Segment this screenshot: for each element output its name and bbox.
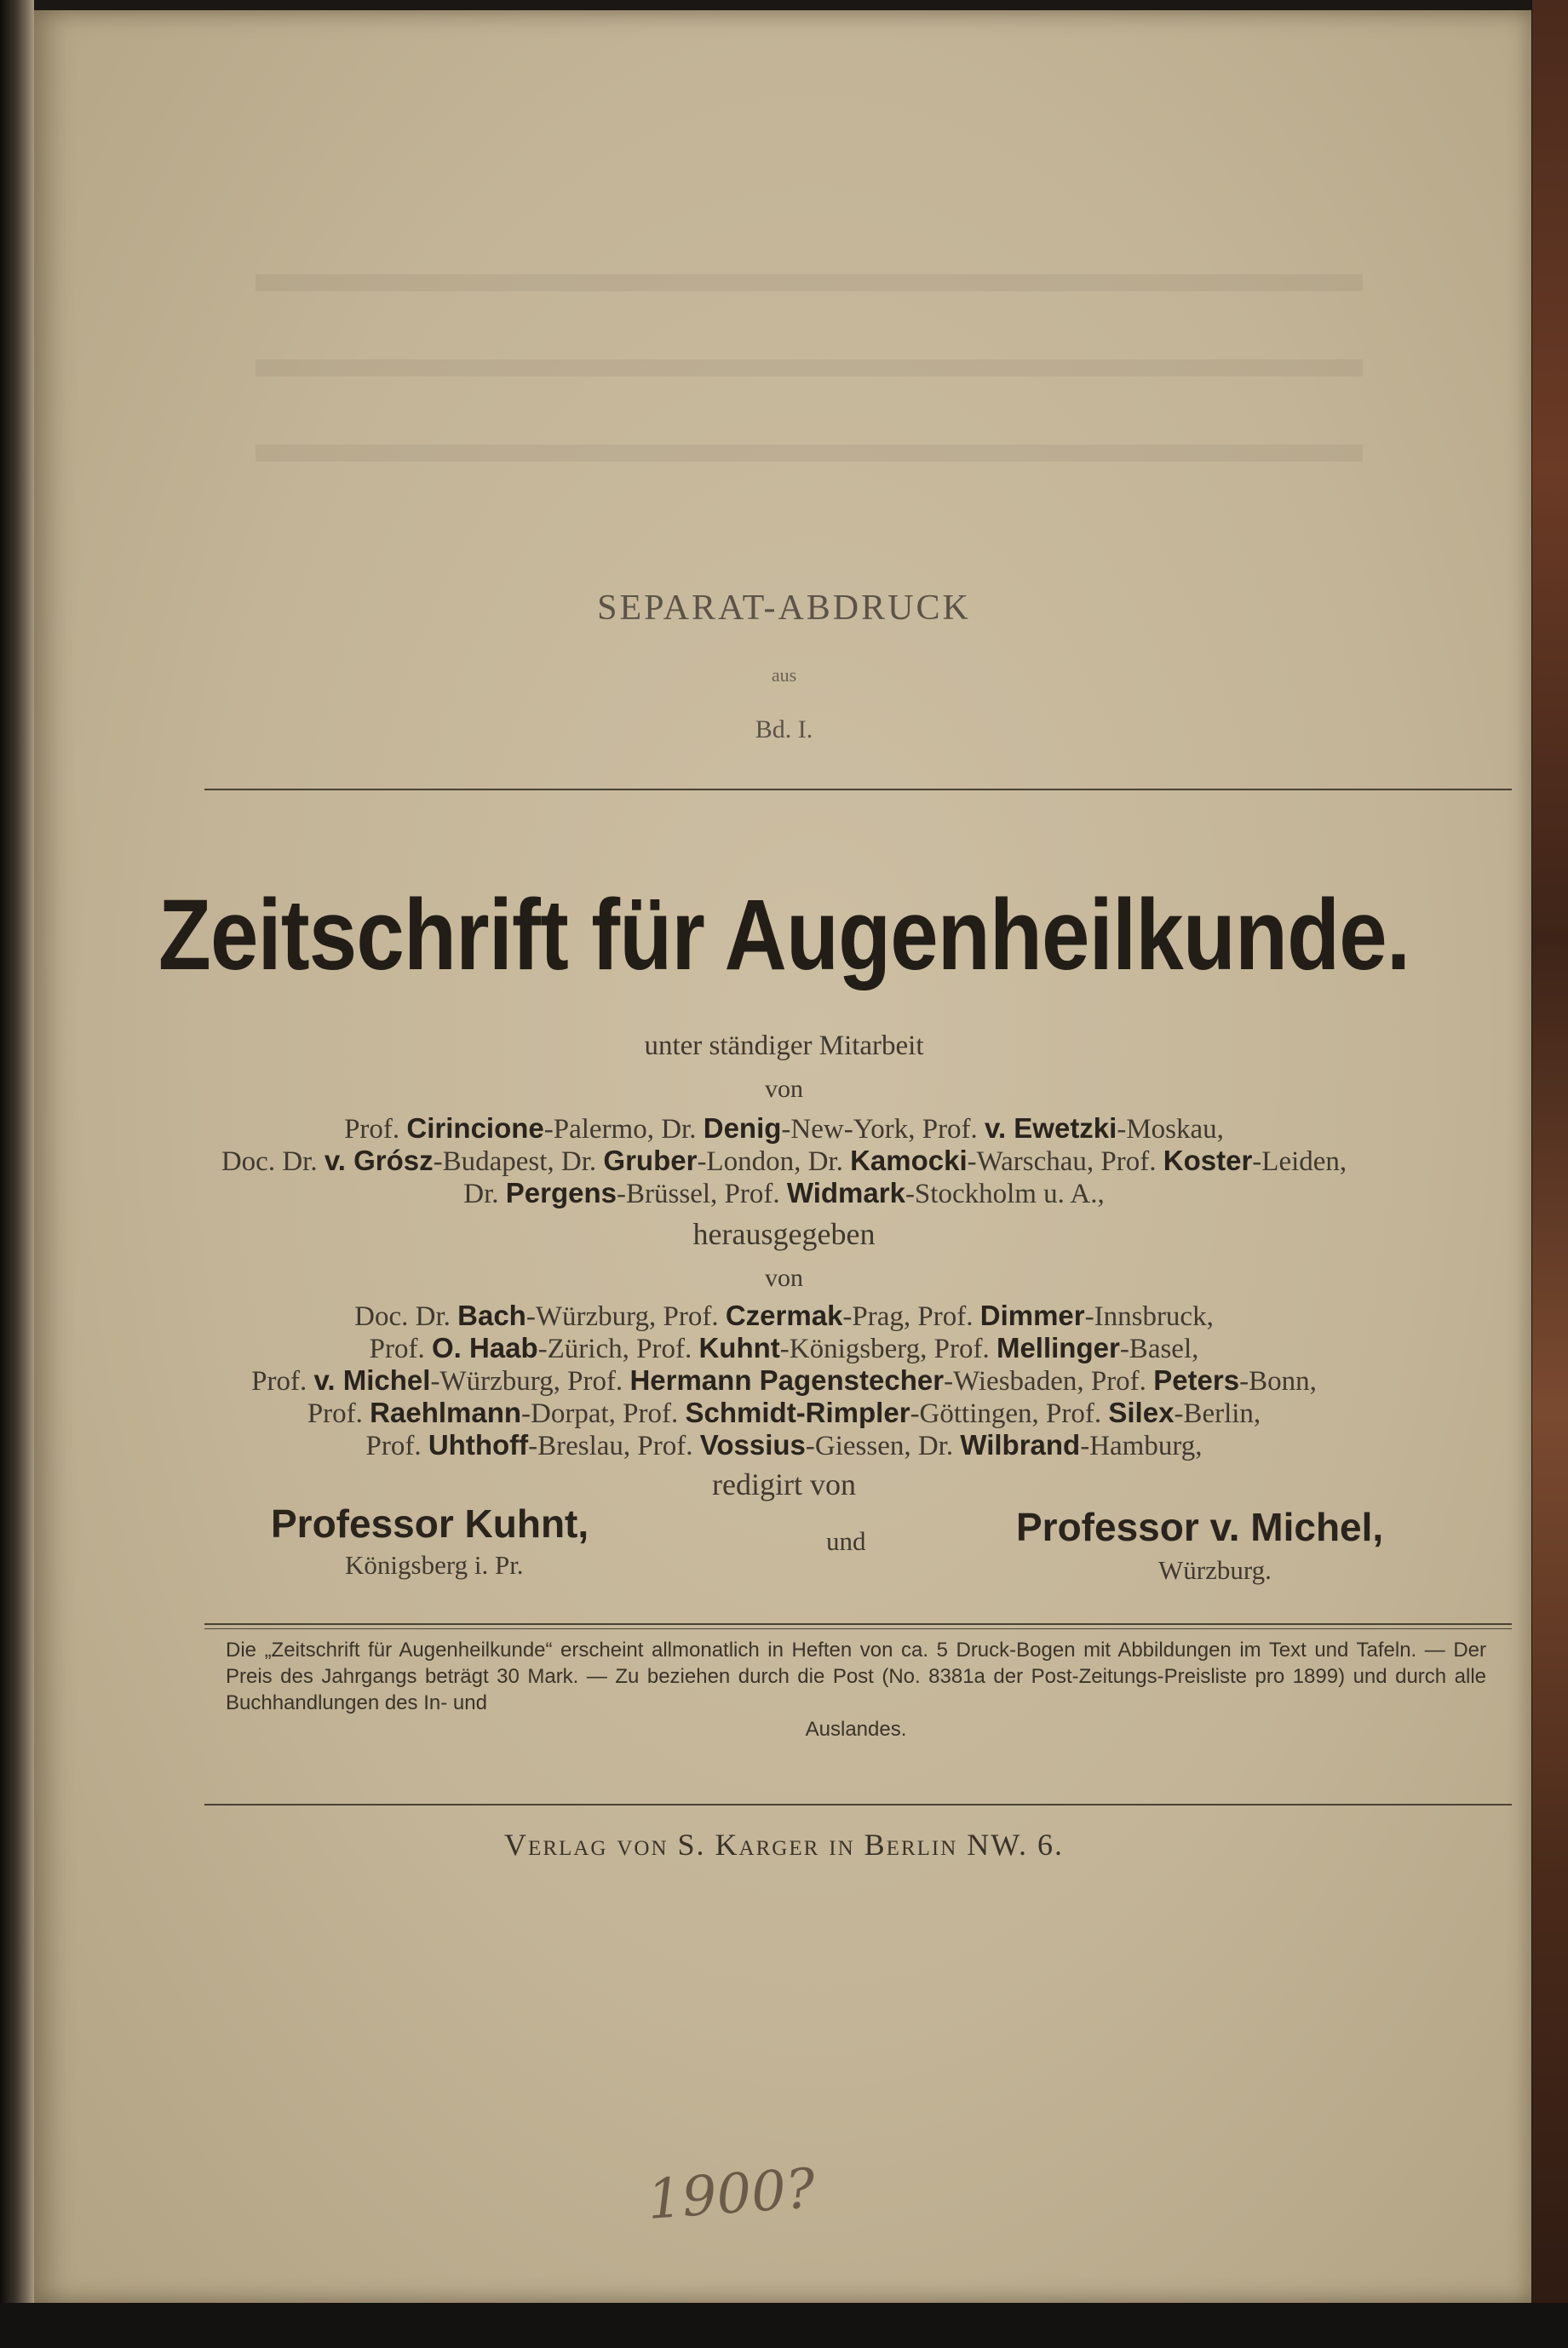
publisher-line: Verlag von S. Karger in Berlin NW. 6. [504,1828,1064,1862]
editor-name: Schmidt-Rimpler [685,1397,910,1428]
place: -Giessen, Dr. [805,1431,961,1461]
place: -New-York, Prof. [781,1114,985,1145]
collaboration-intro: unter ständiger Mitarbeit [644,1030,924,1061]
editor-name: v. Michel [313,1364,431,1396]
editor-name: Czermak [725,1300,843,1331]
prefix: Prof. [369,1334,432,1364]
editors-line-2 [0,1332,1568,1365]
prefix: Prof. [307,1398,370,1429]
place: -Brüssel, Prof. [617,1179,787,1209]
subscription-notice [226,1637,1486,1742]
prefix: Prof. [344,1114,407,1145]
prefix: Doc. Dr. [354,1301,458,1332]
editor-michel: Professor v. Michel, [1016,1505,1384,1549]
place: -Budapest, Dr. [433,1146,604,1177]
place: -London, Dr. [697,1146,851,1177]
place: -Zürich, Prof. [537,1334,699,1364]
notice-rule-top [204,1623,1512,1625]
place: -Innsbruck, [1084,1301,1214,1332]
aus-label: aus [771,664,797,686]
collaborator-name: Pergens [505,1177,617,1208]
editor-name: Uhthoff [428,1429,529,1461]
editors-line-4 [0,1397,1568,1430]
collaborators-line-1 [0,1112,1568,1145]
place: -Basel, [1119,1334,1199,1364]
journal-title: Zeitschrift für Augenheilkunde. [158,879,1410,991]
place: -Bonn, [1239,1366,1317,1397]
place: -Königsberg, Prof. [779,1334,997,1364]
editor-name: Bach [457,1300,526,1331]
editors-line-5 [0,1429,1568,1462]
collaborators-line-3 [0,1177,1568,1210]
collaboration-von: von [765,1075,803,1103]
notice-text-last: Auslandes. [805,1718,907,1741]
place: -Würzburg, Prof. [526,1301,726,1332]
editor-name: Silex [1108,1397,1175,1428]
place: -Wiesbaden, Prof. [944,1366,1154,1397]
collaborator-name: Cirincione [406,1112,544,1144]
collaborator-name: v. Ewetzki [985,1112,1117,1144]
collaborator-name: v. Grósz [324,1145,434,1176]
place: -Palermo, Dr. [543,1114,704,1145]
publisher-rule [204,1804,1512,1805]
editor-kuhnt-place: Königsberg i. Pr. [345,1550,524,1580]
redigirt-label: redigirt von [712,1467,856,1501]
editor-kuhnt: Professor Kuhnt, [271,1501,589,1546]
top-rule [204,789,1512,790]
background-strip [0,2303,1568,2348]
editor-name: O. Haab [431,1332,538,1363]
place: -Göttingen, Prof. [910,1398,1109,1429]
collaborator-name: Gruber [603,1145,698,1176]
editors-line-1 [0,1300,1568,1333]
collaborator-name: Denig [703,1112,782,1144]
place: -Hamburg, [1080,1431,1203,1461]
editor-name: Hermann Pagenstecher [629,1364,945,1396]
place: -Berlin, [1174,1398,1261,1429]
prefix: Prof. [251,1366,314,1397]
place: -Prag, Prof. [842,1301,980,1332]
place: -Moskau, [1117,1114,1224,1145]
prefix: Doc. Dr. [221,1146,325,1177]
place: -Leiden, [1252,1146,1347,1177]
herausgegeben-label: herausgegeben [692,1217,876,1251]
collaborator-name: Kamocki [850,1145,968,1176]
separat-abdruck-heading: SEPARAT-ABDRUCK [597,588,971,628]
bleed-through-shadow [256,240,1363,479]
editor-name: Wilbrand [960,1429,1081,1461]
editor-name: Kuhnt [698,1332,780,1363]
editor-michel-place: Würzburg. [1158,1555,1272,1585]
place: -Breslau, Prof. [528,1431,700,1461]
handwritten-year-note: 1900? [645,2157,818,2232]
editors-von: von [765,1264,803,1292]
editor-name: Dimmer [979,1300,1085,1331]
place: -Dorpat, Prof. [521,1398,686,1429]
editors-line-3 [0,1364,1568,1398]
collaborators-line-2 [0,1145,1568,1178]
place: -Würzburg, Prof. [430,1366,630,1397]
editor-name: Peters [1153,1364,1240,1396]
notice-rule-top-2 [204,1628,1512,1629]
editor-name: Raehlmann [370,1397,522,1428]
notice-text: Die „Zeitschrift für Augenheilkunde“ erscheint allmonatlich in Heften von ca. 5 Druck-Bogen mit Abbildungen im Text und Tafeln. — Der Preis des Jahrgangs beträgt 30 Mark. — Zu beziehen durch die Post (No. 8381a der Post-Zeitungs-Preisliste pro 1899) und durch alle Buchhandlungen des In- und [226,1639,1486,1714]
editor-name: Mellinger [996,1332,1120,1363]
collaborator-name: Widmark [786,1177,905,1208]
collaborator-name: Koster [1163,1145,1253,1176]
editor-name: Vossius [699,1429,806,1461]
prefix: Prof. [365,1431,428,1461]
und-label: und [826,1526,866,1556]
prefix: Dr. [463,1179,506,1209]
place: -Stockholm u. A., [905,1179,1105,1209]
place: -Warschau, Prof. [967,1146,1163,1177]
volume-label: Bd. I. [755,715,813,743]
